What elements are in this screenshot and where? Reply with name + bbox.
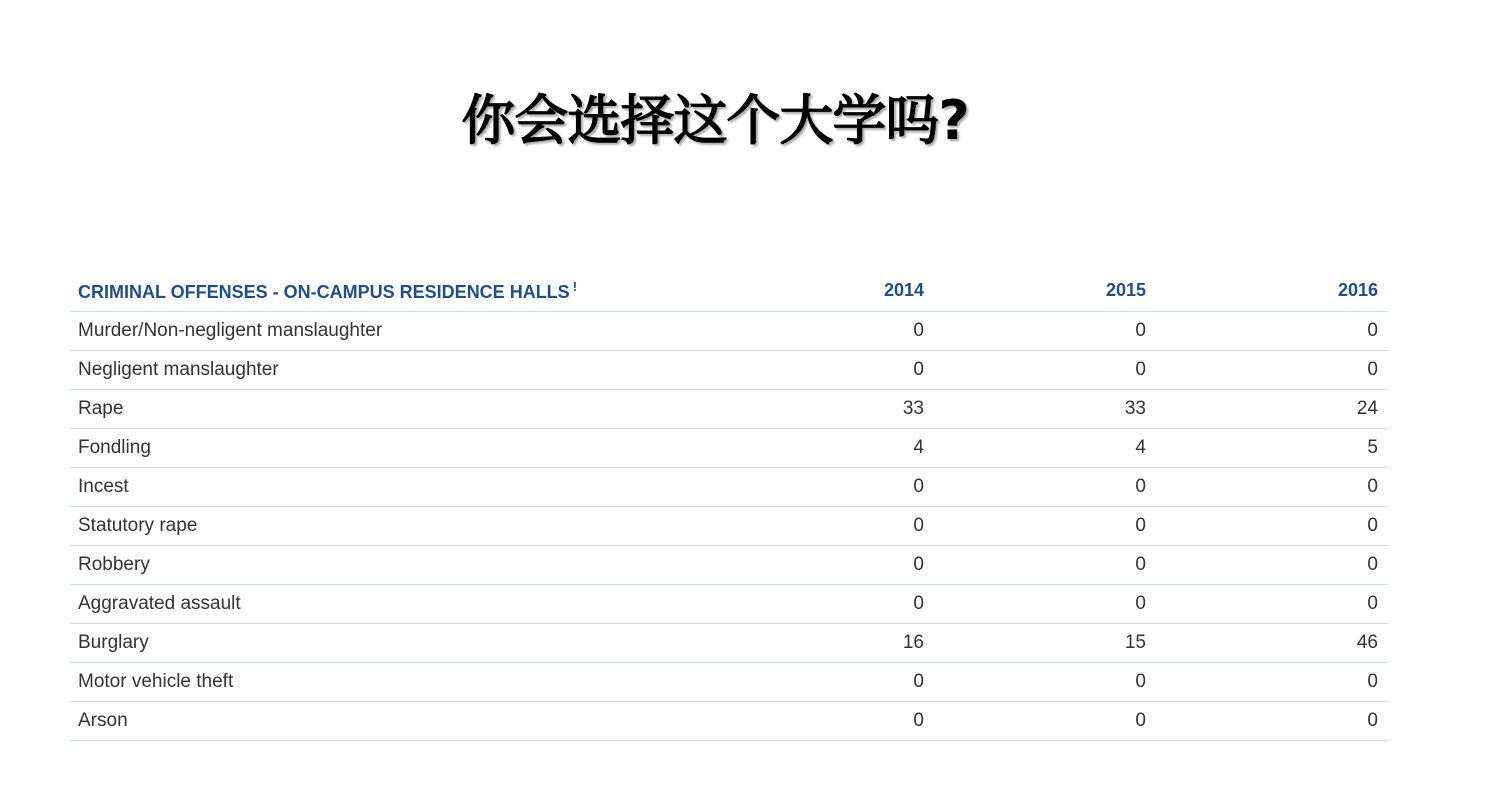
table-row bbox=[70, 351, 1388, 390]
offense-label: Motor vehicle theft bbox=[70, 663, 790, 702]
table-row bbox=[70, 390, 1388, 429]
offense-count: 0 bbox=[790, 351, 934, 390]
table-row bbox=[70, 702, 1388, 741]
offense-label: Rape bbox=[70, 390, 790, 429]
footnote-marker[interactable]: ! bbox=[572, 278, 578, 294]
table-row bbox=[70, 585, 1388, 624]
offense-count: 0 bbox=[934, 507, 1156, 546]
offense-count: 0 bbox=[1156, 507, 1388, 546]
offense-label: Arson bbox=[70, 702, 790, 741]
offense-count: 0 bbox=[1156, 468, 1388, 507]
offense-count: 0 bbox=[790, 312, 934, 351]
table-row bbox=[70, 312, 1388, 351]
offense-count: 0 bbox=[934, 468, 1156, 507]
offense-count: 0 bbox=[790, 585, 934, 624]
offense-label: Negligent manslaughter bbox=[70, 351, 790, 390]
page-title: 你会选择这个大学吗? bbox=[461, 89, 969, 153]
offense-label: Burglary bbox=[70, 624, 790, 663]
offense-label: Robbery bbox=[70, 546, 790, 585]
offense-count: 24 bbox=[1156, 390, 1388, 429]
offense-count: 15 bbox=[934, 624, 1156, 663]
offense-count: 33 bbox=[790, 390, 934, 429]
offense-count: 4 bbox=[934, 429, 1156, 468]
offense-count: 16 bbox=[790, 624, 934, 663]
table-row bbox=[70, 546, 1388, 585]
offense-count: 5 bbox=[1156, 429, 1388, 468]
offense-count: 0 bbox=[1156, 312, 1388, 351]
offense-count: 4 bbox=[790, 429, 934, 468]
table-row bbox=[70, 507, 1388, 546]
offense-count: 0 bbox=[790, 507, 934, 546]
table-header-label bbox=[70, 270, 790, 312]
offense-label: Statutory rape bbox=[70, 507, 790, 546]
offense-count: 0 bbox=[1156, 663, 1388, 702]
offense-count: 0 bbox=[1156, 702, 1388, 741]
offense-label: Fondling bbox=[70, 429, 790, 468]
table-header-year: 2015 bbox=[934, 270, 1156, 312]
criminal-offenses-table bbox=[70, 270, 1388, 741]
offense-count: 0 bbox=[790, 663, 934, 702]
table-header-year: 2016 bbox=[1156, 270, 1388, 312]
offense-count: 0 bbox=[934, 351, 1156, 390]
offense-label: Incest bbox=[70, 468, 790, 507]
offense-count: 33 bbox=[934, 390, 1156, 429]
offense-count: 0 bbox=[790, 468, 934, 507]
table-row bbox=[70, 663, 1388, 702]
offense-count: 0 bbox=[1156, 585, 1388, 624]
offense-count: 0 bbox=[934, 312, 1156, 351]
offense-count: 0 bbox=[934, 546, 1156, 585]
offense-count: 0 bbox=[934, 585, 1156, 624]
offense-count: 0 bbox=[1156, 351, 1388, 390]
offense-count: 0 bbox=[934, 663, 1156, 702]
offense-count: 0 bbox=[790, 702, 934, 741]
offense-count: 0 bbox=[1156, 546, 1388, 585]
table-row bbox=[70, 468, 1388, 507]
table-row bbox=[70, 429, 1388, 468]
table-header-row bbox=[70, 270, 1388, 312]
offense-count: 0 bbox=[790, 546, 934, 585]
offense-label: Aggravated assault bbox=[70, 585, 790, 624]
table-header-year: 2014 bbox=[790, 270, 934, 312]
offense-count: 0 bbox=[934, 702, 1156, 741]
table-row bbox=[70, 624, 1388, 663]
offense-label: Murder/Non-negligent manslaughter bbox=[70, 312, 790, 351]
table-header-title: CRIMINAL OFFENSES - ON-CAMPUS RESIDENCE HALLS bbox=[78, 281, 570, 302]
offense-count: 46 bbox=[1156, 624, 1388, 663]
